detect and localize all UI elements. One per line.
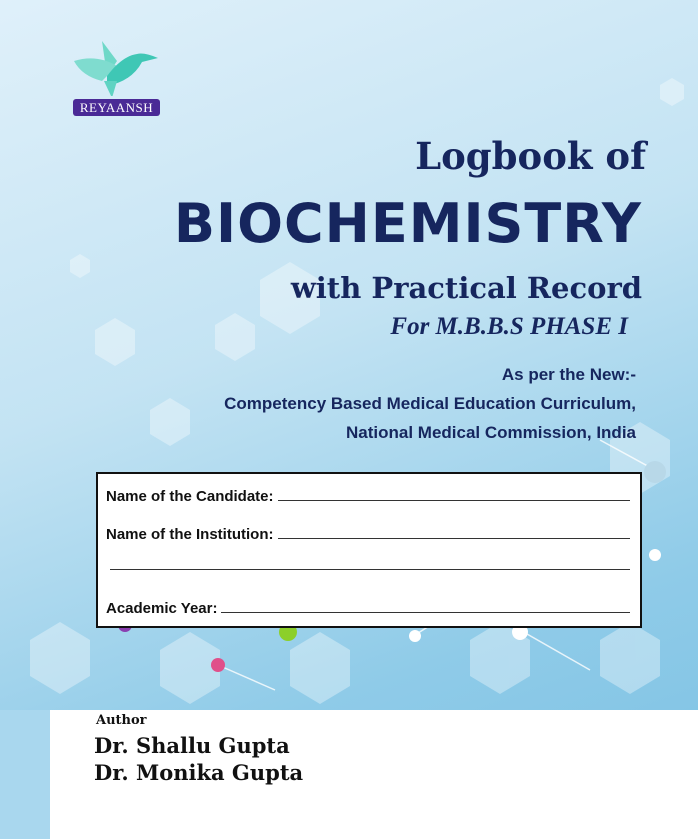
institution-field[interactable] bbox=[278, 538, 631, 539]
candidate-row bbox=[106, 488, 630, 505]
subtitle-line-1: As per the New:- bbox=[501, 365, 636, 384]
year-field[interactable] bbox=[221, 612, 630, 613]
candidate-form bbox=[96, 472, 642, 628]
author-label: Author bbox=[96, 713, 147, 728]
candidate-label: Name of the Candidate: bbox=[106, 488, 274, 505]
author-name: Dr. Monika Gupta bbox=[94, 760, 304, 785]
institution-field-2[interactable] bbox=[110, 569, 630, 570]
institution-label: Name of the Institution: bbox=[106, 526, 274, 543]
spine-strip bbox=[0, 710, 50, 839]
title-main: BIOCHEMISTRY bbox=[173, 192, 642, 255]
year-label: Academic Year: bbox=[106, 600, 218, 617]
institution-row-2 bbox=[106, 556, 630, 574]
author-name: Dr. Shallu Gupta bbox=[94, 733, 290, 758]
bird-logo-icon bbox=[72, 36, 162, 96]
candidate-field[interactable] bbox=[278, 500, 630, 501]
subtitle-line-3: National Medical Commission, India bbox=[346, 423, 636, 442]
subtitle-line-2: Competency Based Medical Education Curriculum, bbox=[224, 394, 636, 413]
year-row bbox=[106, 600, 630, 617]
title-line-3: with Practical Record bbox=[290, 271, 642, 305]
institution-row bbox=[106, 526, 630, 543]
curriculum-note bbox=[224, 360, 636, 447]
publisher-badge: REYAANSH bbox=[73, 99, 160, 116]
title-line-4: For M.B.B.S PHASE I bbox=[390, 313, 628, 340]
title-line-1: Logbook of bbox=[415, 134, 646, 178]
